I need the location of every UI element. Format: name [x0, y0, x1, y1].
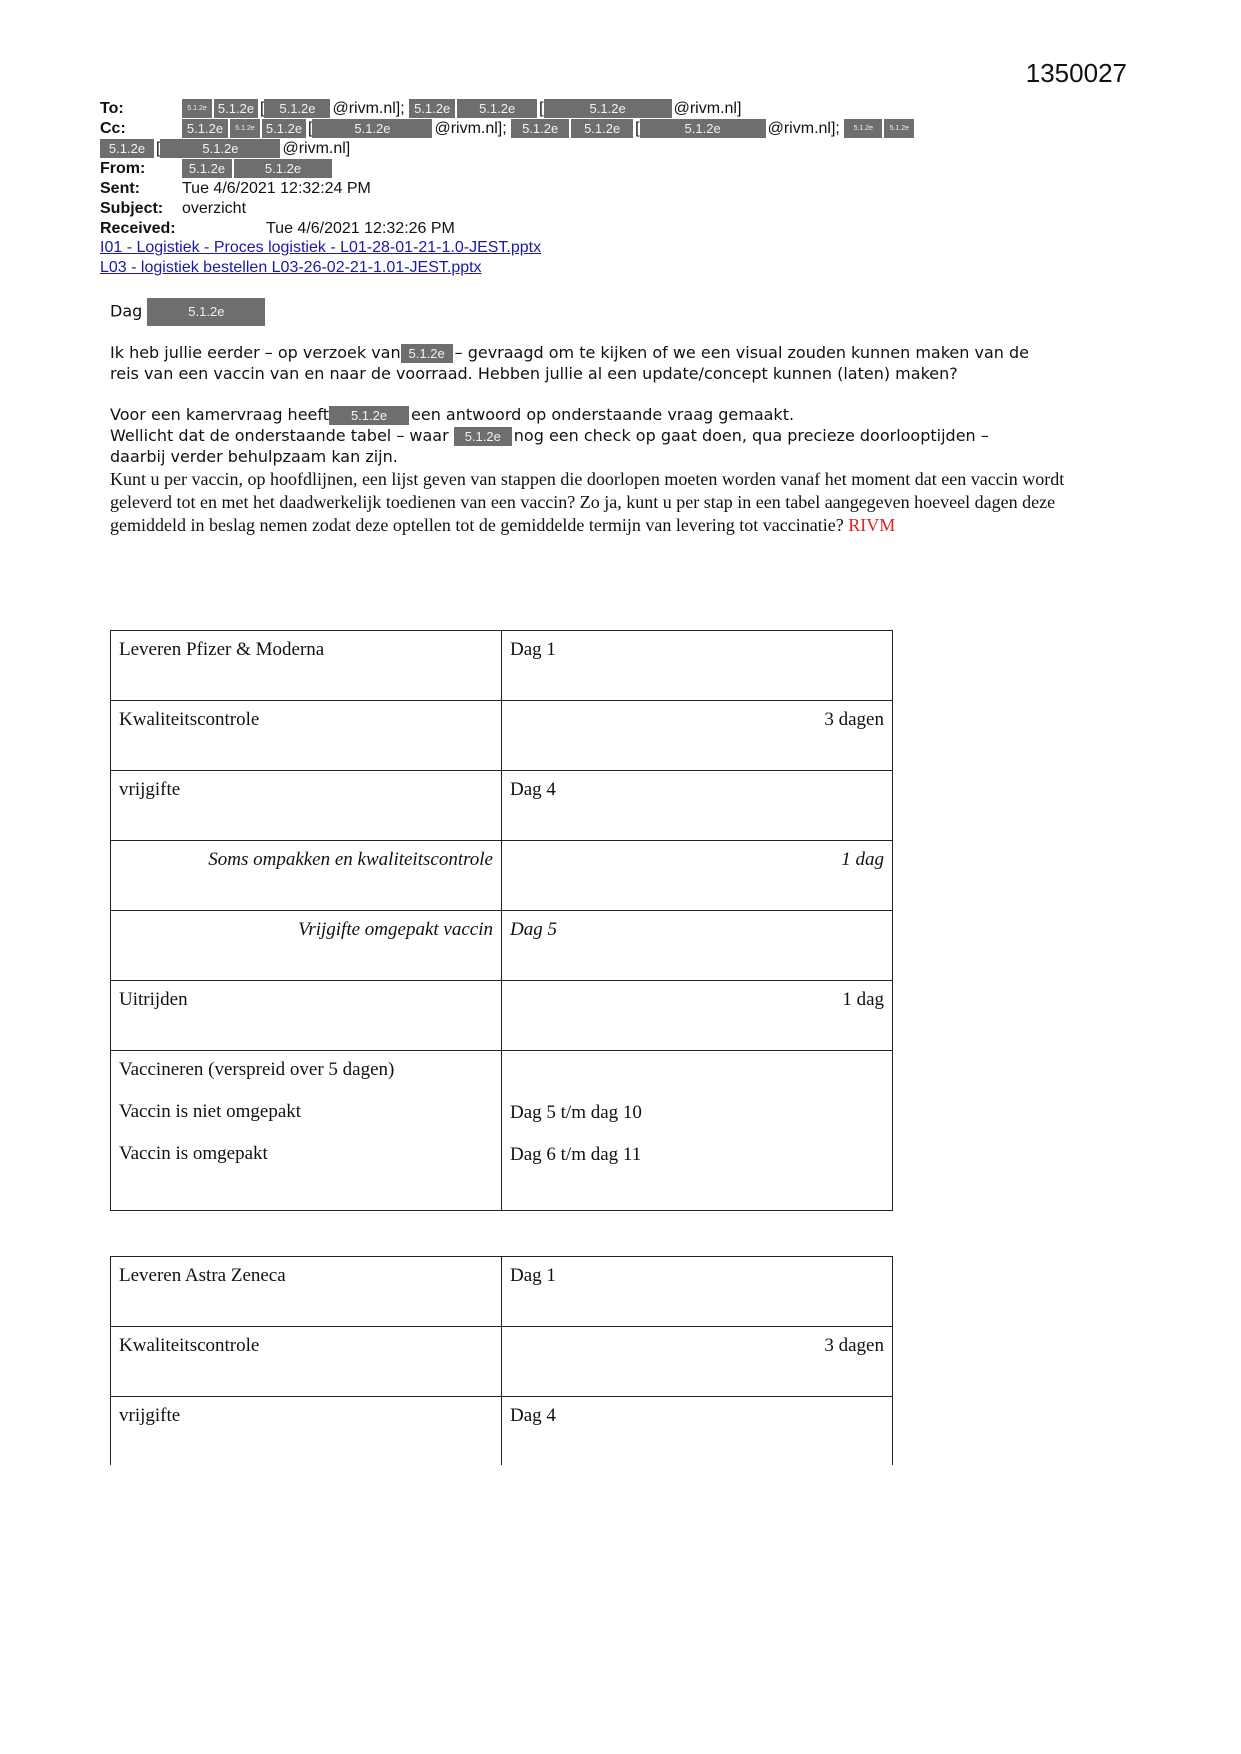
table-row — [111, 771, 893, 841]
redaction-box: 5.1.2e — [409, 99, 457, 118]
paragraph-2-end: daarbij verder behulpzaam kan zijn. — [110, 447, 398, 466]
redaction-box: 5.1.2e — [571, 119, 635, 138]
step-label: Vrijgifte omgepakt vaccin — [111, 911, 502, 981]
step-label: Leveren Astra Zeneca — [111, 1257, 502, 1327]
paragraph-2-cont: Wellicht dat de onderstaande tabel – waar 5.1.2e nog een check op gaat doen, qua precieze doorlooptijden – — [110, 426, 989, 445]
to-label: To: — [100, 100, 124, 117]
step-label: vrijgifte — [111, 771, 502, 841]
rivm-tag: RIVM — [848, 515, 896, 535]
cc-recipients-cont: 5.1.2e [ 5.1.2e @rivm.nl] — [100, 139, 350, 159]
step-label: vrijgifte — [111, 1397, 502, 1465]
redaction-box: 5.1.2e — [457, 99, 539, 118]
email-domain: @rivm.nl]; — [767, 120, 840, 137]
sent-row — [100, 179, 140, 199]
step-label: Leveren Pfizer & Moderna — [111, 631, 502, 701]
redaction-box: 5.1.2e — [160, 139, 282, 158]
step-value: 1 dag — [502, 981, 893, 1051]
redaction-box: 5.1.2e — [230, 119, 262, 138]
step-value: Dag 1 — [502, 1257, 893, 1327]
redaction-box: 5.1.2e — [544, 99, 674, 118]
step-value: Dag 4 — [502, 1397, 893, 1465]
table-row — [111, 911, 893, 981]
step-value: Dag 5 — [502, 911, 893, 981]
cc-recipients: 5.1.2e 5.1.2e 5.1.2e [ 5.1.2e @rivm.nl]; 5.1.2e 5.1.2e [ 5.1.2e @rivm.nl]; 5.1.2e 5.1.2e — [182, 119, 916, 139]
received-label: Received: — [100, 220, 176, 237]
redaction-box: 5.1.2e — [182, 99, 214, 118]
table-row — [111, 631, 893, 701]
from-label: From: — [100, 160, 146, 177]
question-text: Kunt u per vaccin, op hoofdlijnen, een lijst geven van stappen die doorlopen moeten worden vanaf het moment dat een vaccin wordt geleverd tot en met het daadwerkelijk toedienen van een vaccin? Zo ja, kunt u per stap in een tabel aangegeven hoeveel dagen deze gemiddeld in beslag nemen zodat deze optellen tot de gemiddelde termijn van levering tot vaccinatie? RIVM — [110, 469, 1065, 535]
redaction-box: 5.1.2e — [884, 119, 916, 138]
table-row — [111, 1327, 893, 1397]
subject-row — [100, 199, 163, 219]
vaccination-title: Vaccineren (verspreid over 5 dagen) — [119, 1059, 395, 1080]
vaccination-option-value: Dag 6 t/m dag 11 — [510, 1144, 642, 1165]
redaction-box: 5.1.2e — [182, 119, 230, 138]
vaccination-option-value: Dag 5 t/m dag 10 — [510, 1102, 642, 1123]
step-value: Dag 1 — [502, 631, 893, 701]
redaction-box: 5.1.2e — [264, 99, 332, 118]
redaction-box: 5.1.2e — [214, 99, 260, 118]
cc-label: Cc: — [100, 120, 126, 137]
table-row — [111, 701, 893, 771]
step-value: 1 dag — [502, 841, 893, 911]
redaction-box: 5.1.2e — [147, 298, 267, 326]
subject-label: Subject: — [100, 200, 164, 217]
redaction-box: 5.1.2e — [844, 119, 884, 138]
sent-label: Sent: — [100, 180, 140, 197]
table-row — [111, 1397, 893, 1465]
step-value: 3 dagen — [502, 701, 893, 771]
step-label: Kwaliteitscontrole — [111, 1327, 502, 1397]
email-domain: @rivm.nl] — [282, 140, 351, 157]
step-label: Kwaliteitscontrole — [111, 701, 502, 771]
greeting: Dag 5.1.2e — [110, 298, 267, 326]
paragraph-2: Voor een kamervraag heeft 5.1.2e een antwoord op onderstaande vraag gemaakt. — [110, 405, 795, 424]
vaccination-values — [502, 1051, 893, 1211]
cc-row — [100, 119, 126, 139]
step-label: Soms ompakken en kwaliteitscontrole — [111, 841, 502, 911]
paragraph-1-cont: reis van een vaccin van en naar de voorraad. Hebben jullie al een update/concept kunnen (laten) maken? — [110, 364, 958, 383]
redaction-box: 5.1.2e — [640, 119, 768, 138]
redaction-box: 5.1.2e — [312, 119, 434, 138]
to-row — [100, 99, 124, 119]
attachment-link[interactable]: L03 - logistiek bestellen L03-26-02-21-1.01-JEST.pptx — [100, 259, 482, 276]
process-table-astra-zeneca — [110, 1256, 893, 1465]
email-domain: @rivm.nl] — [673, 100, 742, 117]
email-domain: @rivm.nl]; — [332, 100, 405, 117]
email-domain: @rivm.nl]; — [434, 120, 507, 137]
to-recipients: 5.1.2e 5.1.2e [ 5.1.2e @rivm.nl]; 5.1.2e 5.1.2e [ 5.1.2e @rivm.nl] — [182, 99, 741, 119]
step-value: 3 dagen — [502, 1327, 893, 1397]
document-number: 1350027 — [1025, 58, 1127, 88]
redaction-box: 5.1.2e — [100, 139, 156, 158]
table-row — [111, 841, 893, 911]
subject-value: overzicht — [182, 200, 247, 217]
vaccination-labels — [111, 1051, 502, 1211]
table-row — [111, 1257, 893, 1327]
step-value: Dag 4 — [502, 771, 893, 841]
redaction-box: 5.1.2e — [234, 159, 334, 178]
from-value — [182, 159, 334, 179]
step-label: Uitrijden — [111, 981, 502, 1051]
process-table-pfizer-moderna — [110, 630, 893, 1211]
vaccination-option-label: Vaccin is niet omgepakt — [119, 1101, 302, 1122]
redaction-box: 5.1.2e — [511, 119, 571, 138]
redaction-box: 5.1.2e — [454, 427, 514, 446]
received-row — [100, 219, 176, 239]
paragraph-1: Ik heb jullie eerder – op verzoek van 5.1.2e – gevraagd om te kijken of we een visual zouden kunnen maken van de — [110, 343, 1029, 362]
redaction-box: 5.1.2e — [401, 344, 455, 363]
sent-value: Tue 4/6/2021 12:32:24 PM — [182, 180, 371, 197]
redaction-box: 5.1.2e — [262, 119, 308, 138]
vaccination-option-label: Vaccin is omgepakt — [119, 1143, 268, 1164]
from-row — [100, 159, 145, 179]
table-row — [111, 1051, 893, 1211]
table-row — [111, 981, 893, 1051]
attachment-link[interactable]: I01 - Logistiek - Proces logistiek - L01-28-01-21-1.0-JEST.pptx — [100, 239, 542, 256]
redaction-box: 5.1.2e — [182, 159, 234, 178]
received-value: Tue 4/6/2021 12:32:26 PM — [266, 220, 455, 237]
redaction-box: 5.1.2e — [329, 406, 411, 425]
